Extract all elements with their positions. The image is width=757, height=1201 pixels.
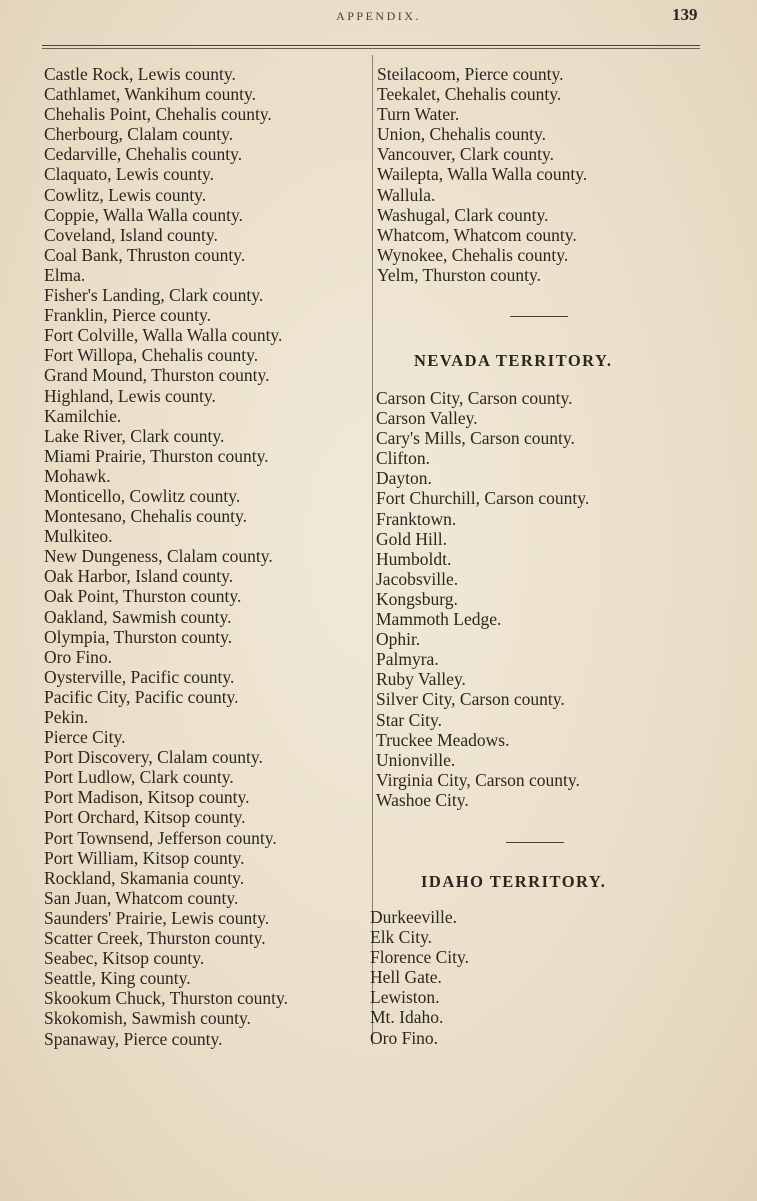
post-office-entry: Ruby Valley. — [376, 669, 466, 690]
post-office-entry: Cary's Mills, Carson county. — [376, 428, 575, 449]
post-office-entry: Scatter Creek, Thurston county. — [44, 928, 266, 949]
post-office-entry: Castle Rock, Lewis county. — [44, 64, 236, 84]
post-office-entry: Hell Gate. — [370, 967, 442, 988]
post-office-entry: Port Madison, Kitsop county. — [44, 787, 250, 808]
post-office-entry: Grand Mound, Thurston county. — [44, 365, 270, 386]
post-office-entry: Dayton. — [376, 468, 432, 489]
post-office-entry: Cherbourg, Clalam county. — [44, 124, 234, 145]
post-office-entry: Turn Water. — [377, 104, 460, 125]
post-office-entry: Whatcom, Whatcom county. — [377, 224, 577, 245]
post-office-entry: Teekalet, Chehalis county. — [377, 84, 562, 105]
post-office-entry: Franklin, Pierce county. — [44, 305, 212, 326]
post-office-entry: Humboldt. — [376, 548, 452, 569]
post-office-entry: Ophir. — [376, 629, 421, 650]
post-office-entry: Mammoth Ledge. — [376, 609, 502, 630]
post-office-entry: Oysterville, Pacific county. — [44, 666, 235, 687]
post-office-entry: Gold Hill. — [376, 528, 447, 549]
page-number: 139 — [672, 5, 698, 24]
post-office-entry: Clifton. — [376, 448, 430, 469]
post-office-entry: Pekin. — [44, 707, 89, 727]
post-office-entry: Port William, Kitsop county. — [44, 847, 245, 868]
post-office-entry: Fort Colville, Walla Walla county. — [44, 325, 283, 346]
post-office-entry: Mohawk. — [44, 465, 111, 486]
post-office-entry: Washoe City. — [376, 789, 469, 810]
post-office-entry: Franktown. — [376, 508, 457, 529]
post-office-entry: Union, Chehalis county. — [377, 124, 546, 145]
post-office-entry: Coal Bank, Thruston county. — [44, 244, 246, 265]
post-office-entry: Vancouver, Clark county. — [377, 144, 554, 165]
post-office-entry: New Dungeness, Clalam county. — [44, 546, 273, 567]
post-office-entry: Oakland, Sawmish county. — [44, 606, 232, 627]
post-office-entry: Olympia, Thurston county. — [44, 626, 233, 647]
post-office-entry: Coveland, Island county. — [44, 224, 218, 245]
post-office-entry: Pierce City. — [44, 727, 126, 748]
post-office-entry: Port Ludlow, Clark county. — [44, 767, 234, 788]
post-office-entry: Kongsburg. — [376, 588, 458, 609]
post-office-entry: Cathlamet, Wankihum county. — [44, 84, 256, 105]
post-office-entry: Coppie, Walla Walla county. — [44, 204, 244, 225]
section-divider-rule — [510, 316, 568, 317]
post-office-entry: Skokomish, Sawmish county. — [44, 1008, 251, 1029]
post-office-entry: Steilacoom, Pierce county. — [377, 64, 564, 84]
post-office-entry: Pacific City, Pacific county. — [44, 686, 239, 707]
post-office-entry: Yelm, Thurston county. — [377, 264, 541, 285]
post-office-entry: Elma. — [44, 264, 86, 285]
post-office-entry: Fort Churchill, Carson county. — [376, 488, 590, 509]
post-office-entry: Washugal, Clark county. — [377, 204, 549, 225]
post-office-entry: Oro Fino. — [44, 646, 113, 667]
column-divider — [372, 55, 373, 1045]
post-office-entry: Saunders' Prairie, Lewis county. — [44, 907, 270, 928]
post-office-entry: Oro Fino. — [370, 1027, 439, 1048]
post-office-entry: Seabec, Kitsop county. — [44, 948, 205, 969]
post-office-entry: Mt. Idaho. — [370, 1007, 444, 1028]
post-office-entry: Mulkiteo. — [44, 526, 113, 547]
washington-post-offices-right-column — [377, 64, 587, 285]
nevada-post-offices-list — [376, 388, 589, 810]
post-office-entry: Jacobsville. — [376, 568, 459, 589]
post-office-entry: Seattle, King county. — [44, 968, 191, 989]
post-office-entry: Oak Harbor, Island county. — [44, 566, 234, 587]
post-office-entry: Wynokee, Chehalis county. — [377, 244, 569, 265]
post-office-entry: Wallula. — [377, 184, 436, 205]
post-office-entry: Lake River, Clark county. — [44, 425, 225, 446]
header-rule-secondary — [42, 48, 700, 49]
post-office-entry: Carson Valley. — [376, 408, 478, 429]
post-office-entry: Skookum Chuck, Thurston county. — [44, 988, 289, 1009]
post-office-entry: Monticello, Cowlitz county. — [44, 485, 241, 506]
idaho-territory-heading: IDAHO TERRITORY. — [421, 872, 607, 891]
post-office-entry: Highland, Lewis county. — [44, 385, 216, 406]
post-office-entry: Wailepta, Walla Walla county. — [377, 164, 588, 185]
post-office-entry: Claquato, Lewis county. — [44, 164, 214, 185]
header-rule — [42, 45, 700, 46]
post-office-entry: Palmyra. — [376, 649, 439, 670]
post-office-entry: Truckee Meadows. — [376, 729, 510, 750]
post-office-entry: Port Orchard, Kitsop county. — [44, 807, 246, 828]
post-office-entry: Unionville. — [376, 749, 456, 770]
washington-post-offices-left-column — [44, 64, 288, 1049]
post-office-entry: Port Discovery, Clalam county. — [44, 747, 263, 768]
running-head: APPENDIX. — [336, 9, 421, 23]
post-office-entry: Durkeeville. — [370, 907, 457, 927]
post-office-entry: Spanaway, Pierce county. — [44, 1028, 223, 1049]
post-office-entry: Carson City, Carson county. — [376, 388, 573, 408]
post-office-entry: Virginia City, Carson county. — [376, 769, 580, 790]
post-office-entry: Montesano, Chehalis county. — [44, 506, 248, 527]
post-office-entry: Cedarville, Chehalis county. — [44, 144, 243, 165]
nevada-territory-heading: NEVADA TERRITORY. — [414, 351, 613, 370]
post-office-entry: Kamilchie. — [44, 405, 122, 426]
post-office-entry: Lewiston. — [370, 987, 440, 1008]
post-office-entry: Chehalis Point, Chehalis county. — [44, 104, 272, 125]
post-office-entry: Elk City. — [370, 927, 433, 948]
post-office-entry: Fisher's Landing, Clark county. — [44, 285, 264, 306]
post-office-entry: Silver City, Carson county. — [376, 689, 565, 710]
post-office-entry: Miami Prairie, Thurston county. — [44, 445, 269, 466]
post-office-entry: Florence City. — [370, 947, 469, 968]
post-office-entry: Cowlitz, Lewis county. — [44, 184, 207, 205]
post-office-entry: Port Townsend, Jefferson county. — [44, 827, 277, 848]
post-office-entry: Oak Point, Thurston county. — [44, 586, 242, 607]
post-office-entry: Star City. — [376, 709, 442, 730]
section-divider-rule — [506, 842, 564, 843]
post-office-entry: San Juan, Whatcom county. — [44, 887, 239, 908]
idaho-post-offices-list — [370, 907, 469, 1048]
post-office-entry: Rockland, Skamania county. — [44, 867, 245, 888]
post-office-entry: Fort Willopa, Chehalis county. — [44, 345, 259, 366]
